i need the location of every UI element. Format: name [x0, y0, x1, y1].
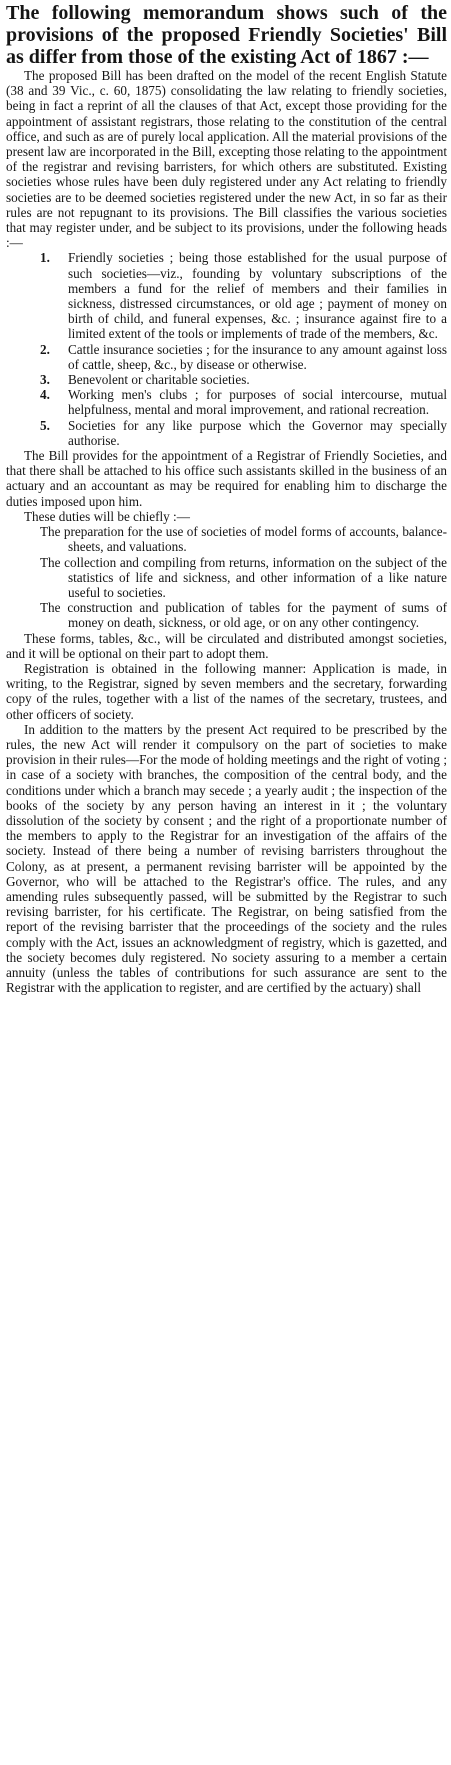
- memorandum-headline: The following memorandum shows such of the provisions of the proposed Friendly Societies' Bill as differ from those of the existing Act of 1867 :—: [6, 2, 447, 68]
- society-head-item: [40, 372, 447, 387]
- duty-item: The construction and publication of tables for the payment of sums of money on death, sickness, or old age, or on any other contingency.: [40, 600, 447, 631]
- society-head-item: [40, 418, 447, 448]
- forms-paragraph: These forms, tables, &c., will be circulated and distributed amongst societies, and it will be optional on their part to adopt them.: [6, 630, 447, 661]
- society-head-number: 3.: [40, 372, 50, 388]
- duty-item: The preparation for the use of societies of model forms of accounts, balance-sheets, and valuations.: [40, 524, 447, 555]
- society-head-item: [40, 387, 447, 417]
- society-head-number: 4.: [40, 387, 50, 403]
- society-head-text: Cattle insurance societies ; for the insurance to any amount against loss of cattle, sheep, &c., by disease or otherwise.: [68, 341, 447, 372]
- intro-paragraph: The proposed Bill has been drafted on the model of the recent English Statute (38 and 39 Vic., c. 60, 1875) consolidating the law relating to friendly societies, being in fact a reprint of all the clauses of that Act, except those providing for the appointment of assistant registrars, those relating to the constitution of the central office, and such as are of purely local application. All the material provisions of the present law are incorporated in the Bill, excepting those relating to the appointment of the registrar and revising barristers, for which others are substituted. Existing societies whose rules have been duly registered under any Act relating to friendly societies are to be deemed societies registered under the new Act, in so far as their rules are not repugnant to its provisions. The Bill classifies the various societies that may register under, and be subject to its provisions, under the following heads :—: [6, 68, 447, 251]
- society-head-text: Friendly societies ; being those established for the usual purpose of such societies—viz., founding by voluntary subscriptions of the members a fund for the relief of members and their families in sickness, distressed circumstances, or old age ; payment of money on birth of child, and funeral expenses, &c. ; insurance against fire to a limited extent of the tools or implements of trade of the members, &c.: [68, 250, 447, 342]
- registration-paragraph: Registration is obtained in the following manner: Application is made, in writing, to the Registrar, signed by seven members and the secretary, forwarding copy of the rules, together with a list of the names of the secretary, trustees, and other officers of society.: [6, 660, 447, 722]
- society-head-number: 1.: [40, 250, 50, 266]
- registrar-paragraph: The Bill provides for the appointment of a Registrar of Friendly Societies, and that there shall be attached to his office such assistants skilled in the business of an actuary and an accountant as may be required for enabling him to discharge the duties imposed upon him.: [6, 448, 447, 509]
- duty-item: The collection and compiling from returns, information on the subject of the statistics of life and sickness, and other information of a like nature useful to societies.: [40, 554, 447, 600]
- society-head-item: [40, 250, 447, 341]
- society-head-number: 2.: [40, 341, 50, 357]
- duties-list: [6, 524, 447, 630]
- duties-intro: These duties will be chiefly :—: [24, 508, 190, 524]
- society-head-number: 5.: [40, 417, 50, 433]
- society-head-item: [40, 342, 447, 372]
- society-heads-list: [6, 250, 447, 448]
- article-body: [6, 68, 447, 995]
- society-head-text: Societies for any like purpose which the Governor may specially authorise.: [68, 417, 447, 448]
- society-head-text: Working men's clubs ; for purposes of social intercourse, mutual helpfulness, mental and moral improvement, and rational recreation.: [68, 387, 447, 418]
- new-act-requirements-paragraph: In addition to the matters by the present Act required to be prescribed by the rules, the new Act will render it compulsory on the part of societies to make provision in their rules—For the mode of holding meetings and the right of voting ; in case of a society with branches, the composition of the central body, and the conditions under which a branch may secede ; a yearly audit ; the inspection of the books of the society by any person having an interest in it ; the voluntary dissolution of the society by consent ; and the right of a proportionate number of the members to apply to the Registrar for an investigation of the affairs of the society. Instead of there being a number of revising barristers throughout the Colony, as at present, a permanent revising barrister will be appointed by the Governor, who will be attached to the Registrar's office. The rules, and any amending rules subsequently passed, will be submitted by the Registrar to such revising barrister, for his certificate. The Registrar, on being satisfied from the report of the revising barrister that the proceedings of the society and the rules comply with the Act, issues an acknowledgment of registry, which is gazetted, and the society becomes duly registered. No society assuring to a member a certain annuity (unless the tables of contributions for such assurance are sent to the Registrar with the application to register, and are certified by the actuary) shall: [6, 721, 447, 996]
- society-head-text: Benevolent or charitable societies.: [68, 372, 250, 388]
